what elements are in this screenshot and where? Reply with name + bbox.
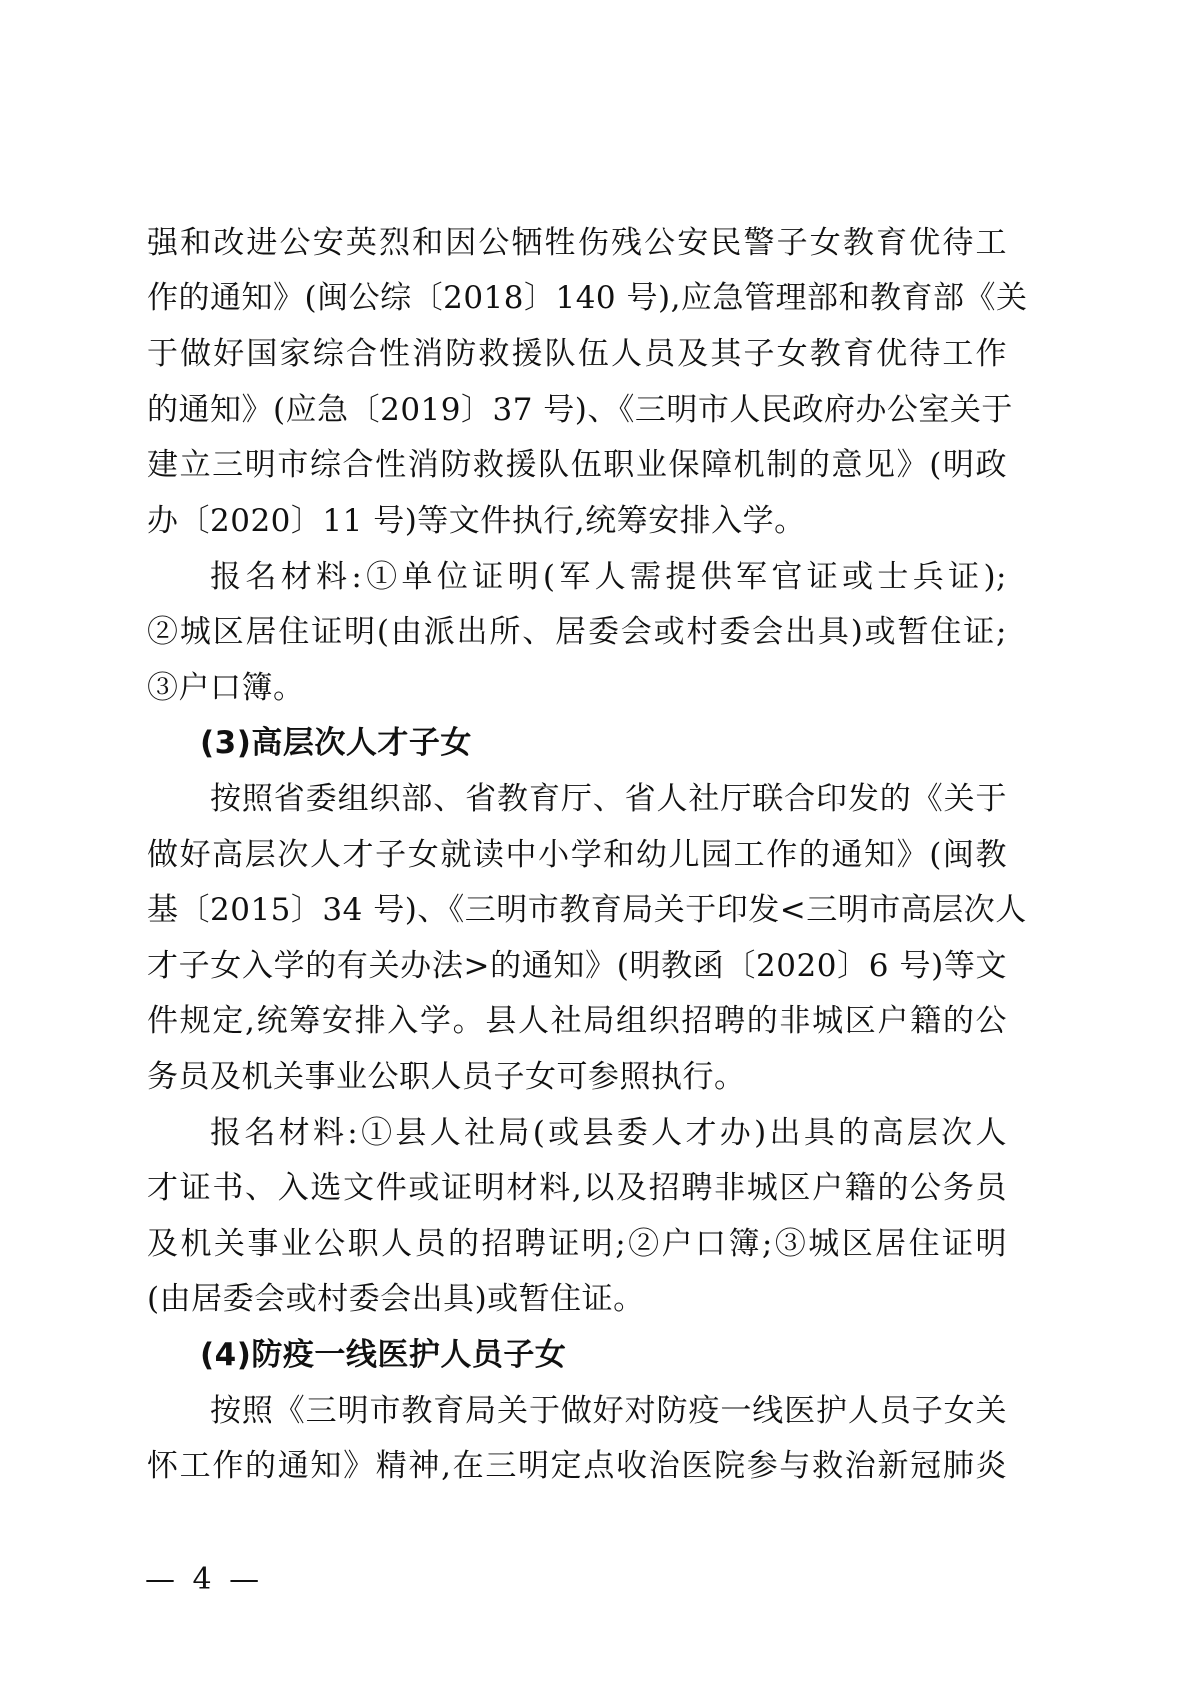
paragraph-line: 务员及机关事业公职人员子女可参照执行。 xyxy=(147,1059,746,1095)
paragraph-line: 件规定,统筹安排入学。县人社局组织招聘的非城区户籍的公 xyxy=(147,1003,1007,1039)
paragraph-line: 的通知》(应急〔2019〕37 号)、《三明市人民政府办公室关于 xyxy=(147,392,1013,428)
section-heading: (3)高层次人才子女 xyxy=(200,725,472,761)
paragraph-line: 作的通知》(闽公综〔2018〕140 号),应急管理部和教育部《关 xyxy=(147,280,1028,316)
materials-line: (由居委会或村委会出具)或暂住证。 xyxy=(147,1281,645,1317)
materials-line: 报名材料:①单位证明(军人需提供军官证或士兵证); xyxy=(210,559,1007,595)
paragraph-line: 建立三明市综合性消防救援队伍职业保障机制的意见》(明政 xyxy=(147,447,1007,483)
paragraph-line: 强和改进公安英烈和因公牺牲伤残公安民警子女教育优待工 xyxy=(147,225,1007,261)
materials-line: 报名材料:①县人社局(或县委人才办)出具的高层次人 xyxy=(210,1115,1007,1151)
paragraph-line: 怀工作的通知》精神,在三明定点收治医院参与救治新冠肺炎 xyxy=(147,1448,1007,1484)
paragraph-line: 办〔2020〕11 号)等文件执行,统筹安排入学。 xyxy=(147,503,806,539)
paragraph-line: 基〔2015〕34 号)、《三明市教育局关于印发<三明市高层次人 xyxy=(147,892,1027,928)
materials-line: ③户口簿。 xyxy=(147,670,305,706)
materials-line: 才证书、入选文件或证明材料,以及招聘非城区户籍的公务员 xyxy=(147,1170,1007,1206)
paragraph-line: 按照省委组织部、省教育厅、省人社厅联合印发的《关于 xyxy=(210,781,1007,817)
materials-line: 及机关事业公职人员的招聘证明;②户口簿;③城区居住证明 xyxy=(147,1226,1007,1262)
materials-line: ②城区居住证明(由派出所、居委会或村委会出具)或暂住证; xyxy=(147,614,1007,650)
page-number: — 4 — xyxy=(145,1562,264,1597)
paragraph-line: 于做好国家综合性消防救援队伍人员及其子女教育优待工作 xyxy=(147,336,1007,372)
section-heading: (4)防疫一线医护人员子女 xyxy=(200,1337,567,1373)
paragraph-line: 做好高层次人才子女就读中小学和幼儿园工作的通知》(闽教 xyxy=(147,837,1007,873)
paragraph-line: 才子女入学的有关办法>的通知》(明教函〔2020〕6 号)等文 xyxy=(147,948,1007,984)
paragraph-line: 按照《三明市教育局关于做好对防疫一线医护人员子女关 xyxy=(210,1393,1007,1429)
